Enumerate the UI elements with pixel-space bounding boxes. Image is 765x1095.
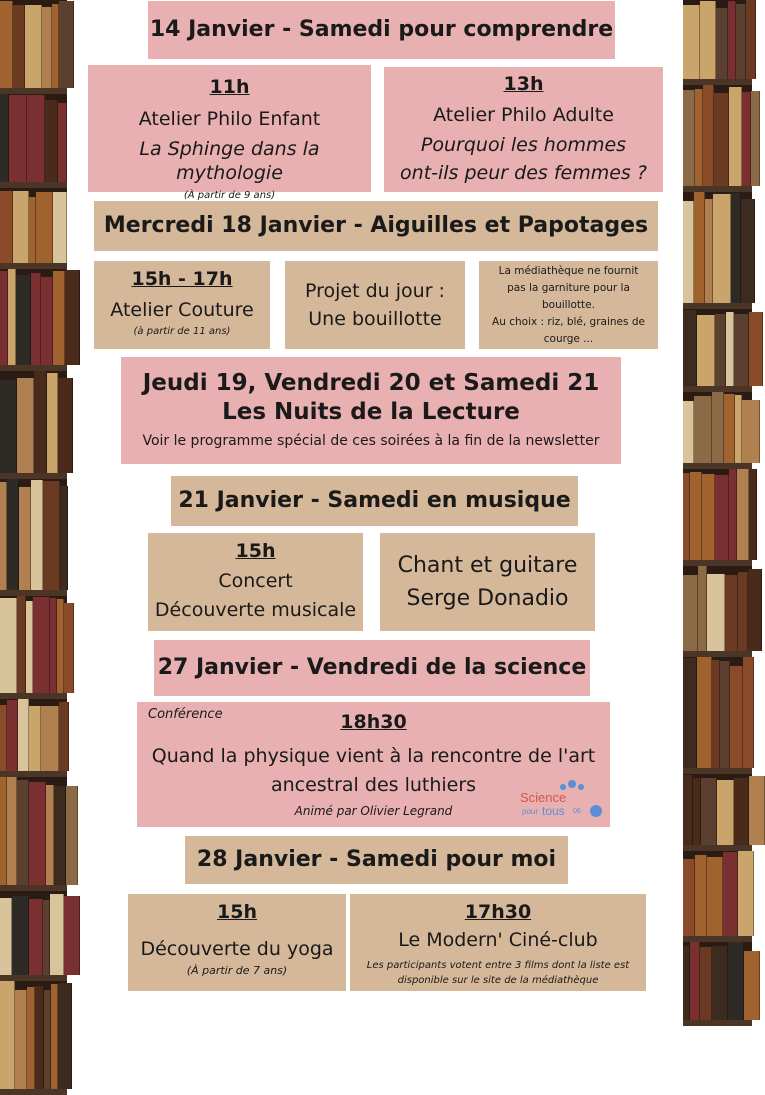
jan21-card-right [380,533,595,631]
jan18-left-time: 15h - 17h [131,268,233,290]
jan18-right-line2: pas la garniture pour la [507,281,630,294]
jan21-card-left [148,533,363,631]
jan18-card-middle [285,261,465,349]
jan27-line2: ancestral des luthiers [270,774,477,796]
jan14-left-subtitle: La Sphinge dans la mythologie [139,138,320,184]
jan27-header-text: 27 Janvier - Vendredi de la science [157,655,587,680]
jan28-header [185,836,568,884]
jan28-card-left [128,894,346,991]
bookshelf-right-image [683,0,752,1004]
jan18-left-title: Atelier Couture [110,299,254,321]
jan28-card-right [350,894,646,991]
jan14-right-subtitle-line2: ont-ils peur des femmes ? [400,162,647,184]
jan28-right-time: 17h30 [464,901,532,923]
jan27-line1: Quand la physique vient à la rencontre de l'art [151,745,596,767]
jan14-right-subtitle-line1: Pourquoi les hommes [420,134,627,156]
logo-word-tous: tous [542,804,565,818]
nuits-line1: Jeudi 19, Vendredi 20 et Samedi 21 [142,370,600,396]
jan28-header-text: 28 Janvier - Samedi pour moi [196,847,557,872]
jan21-right-line2: Serge Donadio [406,586,569,611]
jan14-right-time: 13h [503,73,544,95]
jan21-right-line1: Chant et guitare [397,553,578,578]
jan14-card-right [384,67,663,192]
jan18-right-line1: La médiathèque ne fournit [498,264,639,277]
jan14-left-title: Atelier Philo Enfant [138,108,321,130]
jan28-left-title: Découverte du yoga [140,938,334,960]
jan14-left-time: 11h [209,76,250,98]
jan18-card-left [94,261,270,349]
jan27-time: 18h30 [340,711,407,733]
logo-dot-3 [578,784,584,790]
jan21-left-line2: Découverte musicale [154,599,357,621]
logo-word-pour: pour [522,807,539,816]
jan18-header [94,201,658,251]
jan18-card-right [479,261,658,349]
nuits-line2: Les Nuits de la Lecture [222,399,520,425]
jan21-header-text: 21 Janvier - Samedi en musique [178,488,571,513]
jan27-label: Conférence [148,707,223,722]
jan14-left-age: (À partir de 9 ans) [183,190,276,201]
jan14-header [148,1,615,59]
jan28-right-title: Le Modern' Ciné-club [398,929,598,951]
jan18-right-line4: Au choix : riz, blé, graines de [492,315,645,328]
logo-word-science: Science [520,790,567,805]
jan18-middle-line1: Projet du jour : [305,280,445,302]
logo-dot-2 [568,780,576,788]
jan28-right-note-line1: Les participants votent entre 3 films dont la liste est [366,960,630,971]
jan27-card [137,702,610,827]
bookshelf-left-image [0,0,67,1004]
jan18-header-text: Mercredi 18 Janvier - Aiguilles et Papotages [103,213,649,238]
jan27-header [154,640,590,696]
jan14-header-text: 14 Janvier - Samedi pour comprendre [149,17,614,42]
logo-suffix: 06 [573,808,581,815]
jan21-left-time: 15h [235,540,276,562]
jan14-right-title: Atelier Philo Adulte [433,104,614,126]
jan27-host: Animé par Olivier Legrand [294,804,453,818]
jan18-right-line5: courge ... [543,332,594,345]
logo-dot-4 [590,805,602,817]
jan18-middle-line2: Une bouillotte [308,308,442,330]
nuits-note: Voir le programme spécial de ces soirées à la fin de la newsletter [142,433,600,449]
jan28-left-time: 15h [217,901,257,923]
jan28-left-age: (À partir de 7 ans) [186,964,288,977]
jan28-right-note-line2: disponible sur le site de la médiathèque [397,975,599,986]
jan18-right-line3: bouillotte. [542,298,595,311]
jan21-header [171,476,578,526]
jan18-left-age: (à partir de 11 ans) [133,326,231,337]
jan21-left-line1: Concert [218,570,293,592]
nuits-lecture-card [121,357,621,464]
jan14-card-left [88,65,371,201]
science-pour-tous-logo [520,780,605,824]
